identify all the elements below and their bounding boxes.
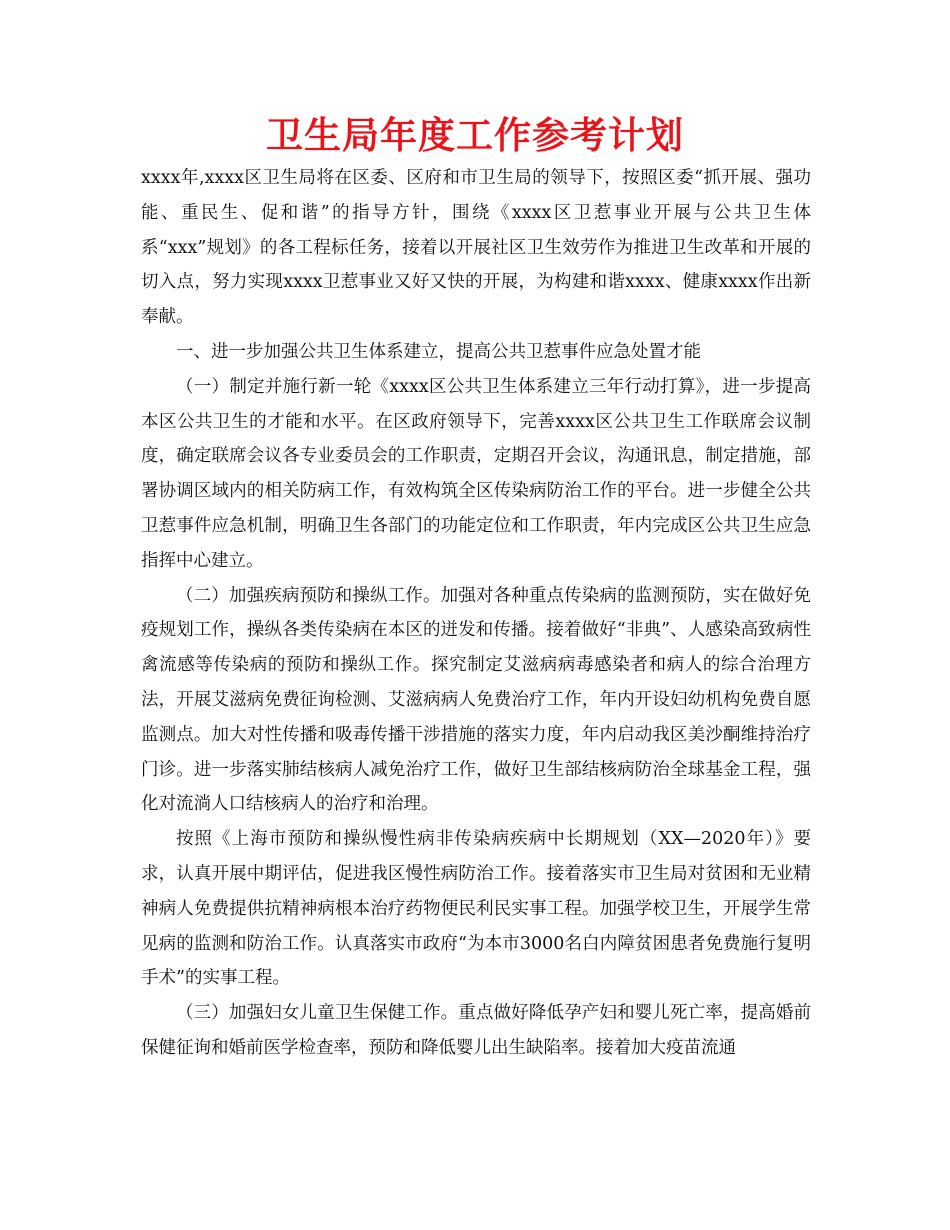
intro-paragraph: xxxx年,xxxx区卫生局将在区委、区府和市卫生局的领导下，按照区委“抓开展、强功能、重民生、促和谐”的指导方针，围绕《xxxx区卫惹事业开展与公共卫生体系“xxx”规划》的各工程标任务，接着以开展社区卫生效劳作为推进卫生改革和开展的切入点，努力实现xxxx卫惹事业又好又快的开展，为构建和谐xxxx、健康xxxx作出新奉献。 — [141, 168, 811, 328]
paragraph-item-3: （三）加强妇女儿童卫生保健工作。重点做好降低孕产妇和婴儿死亡率，提高婚前保健征询和婚前医学检查率，预防和降低婴儿出生缺陷率。接着加大疫苗流通 — [141, 1003, 811, 1058]
paragraph-item-2: （二）加强疾病预防和操纵工作。加强对各种重点传染病的监测预防，实在做好免疫规划工作，操纵各类传染病在本区的迸发和传播。接着做好“非典”、人感染高致病性禽流感等传染病的预防和操纵工作。探究制定艾滋病病毒感染者和病人的综合治理方法，开展艾滋病免费征询检测、艾滋病病人免费治疗工作，年内开设妇幼机构免费自愿监测点。加大对性传播和吸毒传播干涉措施的落实力度，年内启动我区美沙酮维持治疗门诊。进一步落实肺结核病人减免治疗工作，做好卫生部结核病防治全球基金工程，强化对流淌人口结核病人的治疗和治理。 — [141, 585, 811, 815]
document-body — [141, 161, 811, 1066]
paragraph-item-1: （一）制定并施行新一轮《xxxx区公共卫生体系建立三年行动打算》，进一步提高本区公共卫生的才能和水平。在区政府领导下，完善xxxx区公共卫生工作联席会议制度，确定联席会议各专业委员会的工作职责，定期召开会议，沟通讯息，制定措施，部署协调区域内的相关防病工作，有效构筑全区传染病防治工作的平台。进一步健全公共卫惹事件应急机制，明确卫生各部门的功能定位和工作职责，年内完成区公共卫生应急指挥中心建立。 — [141, 376, 811, 571]
paragraph-chronic-disease: 按照《上海市预防和操纵慢性病非传染病疾病中长期规划（XX—2020年）》要求，认真开展中期评估，促进我区慢性病防治工作。接着落实市卫生局对贫困和无业精神病人免费提供抗精神病根本治疗药物便民利民实事工程。加强学校卫生，开展学生常见病的监测和防治工作。认真落实市政府“为本市3000名白内障贫困患者免费施行复明手术”的实事工程。 — [141, 829, 811, 989]
section-heading-1: 一、进一步加强公共卫生体系建立，提高公共卫惹事件应急处置才能 — [176, 341, 701, 362]
document-title: 卫生局年度工作参考计划 — [266, 114, 684, 157]
